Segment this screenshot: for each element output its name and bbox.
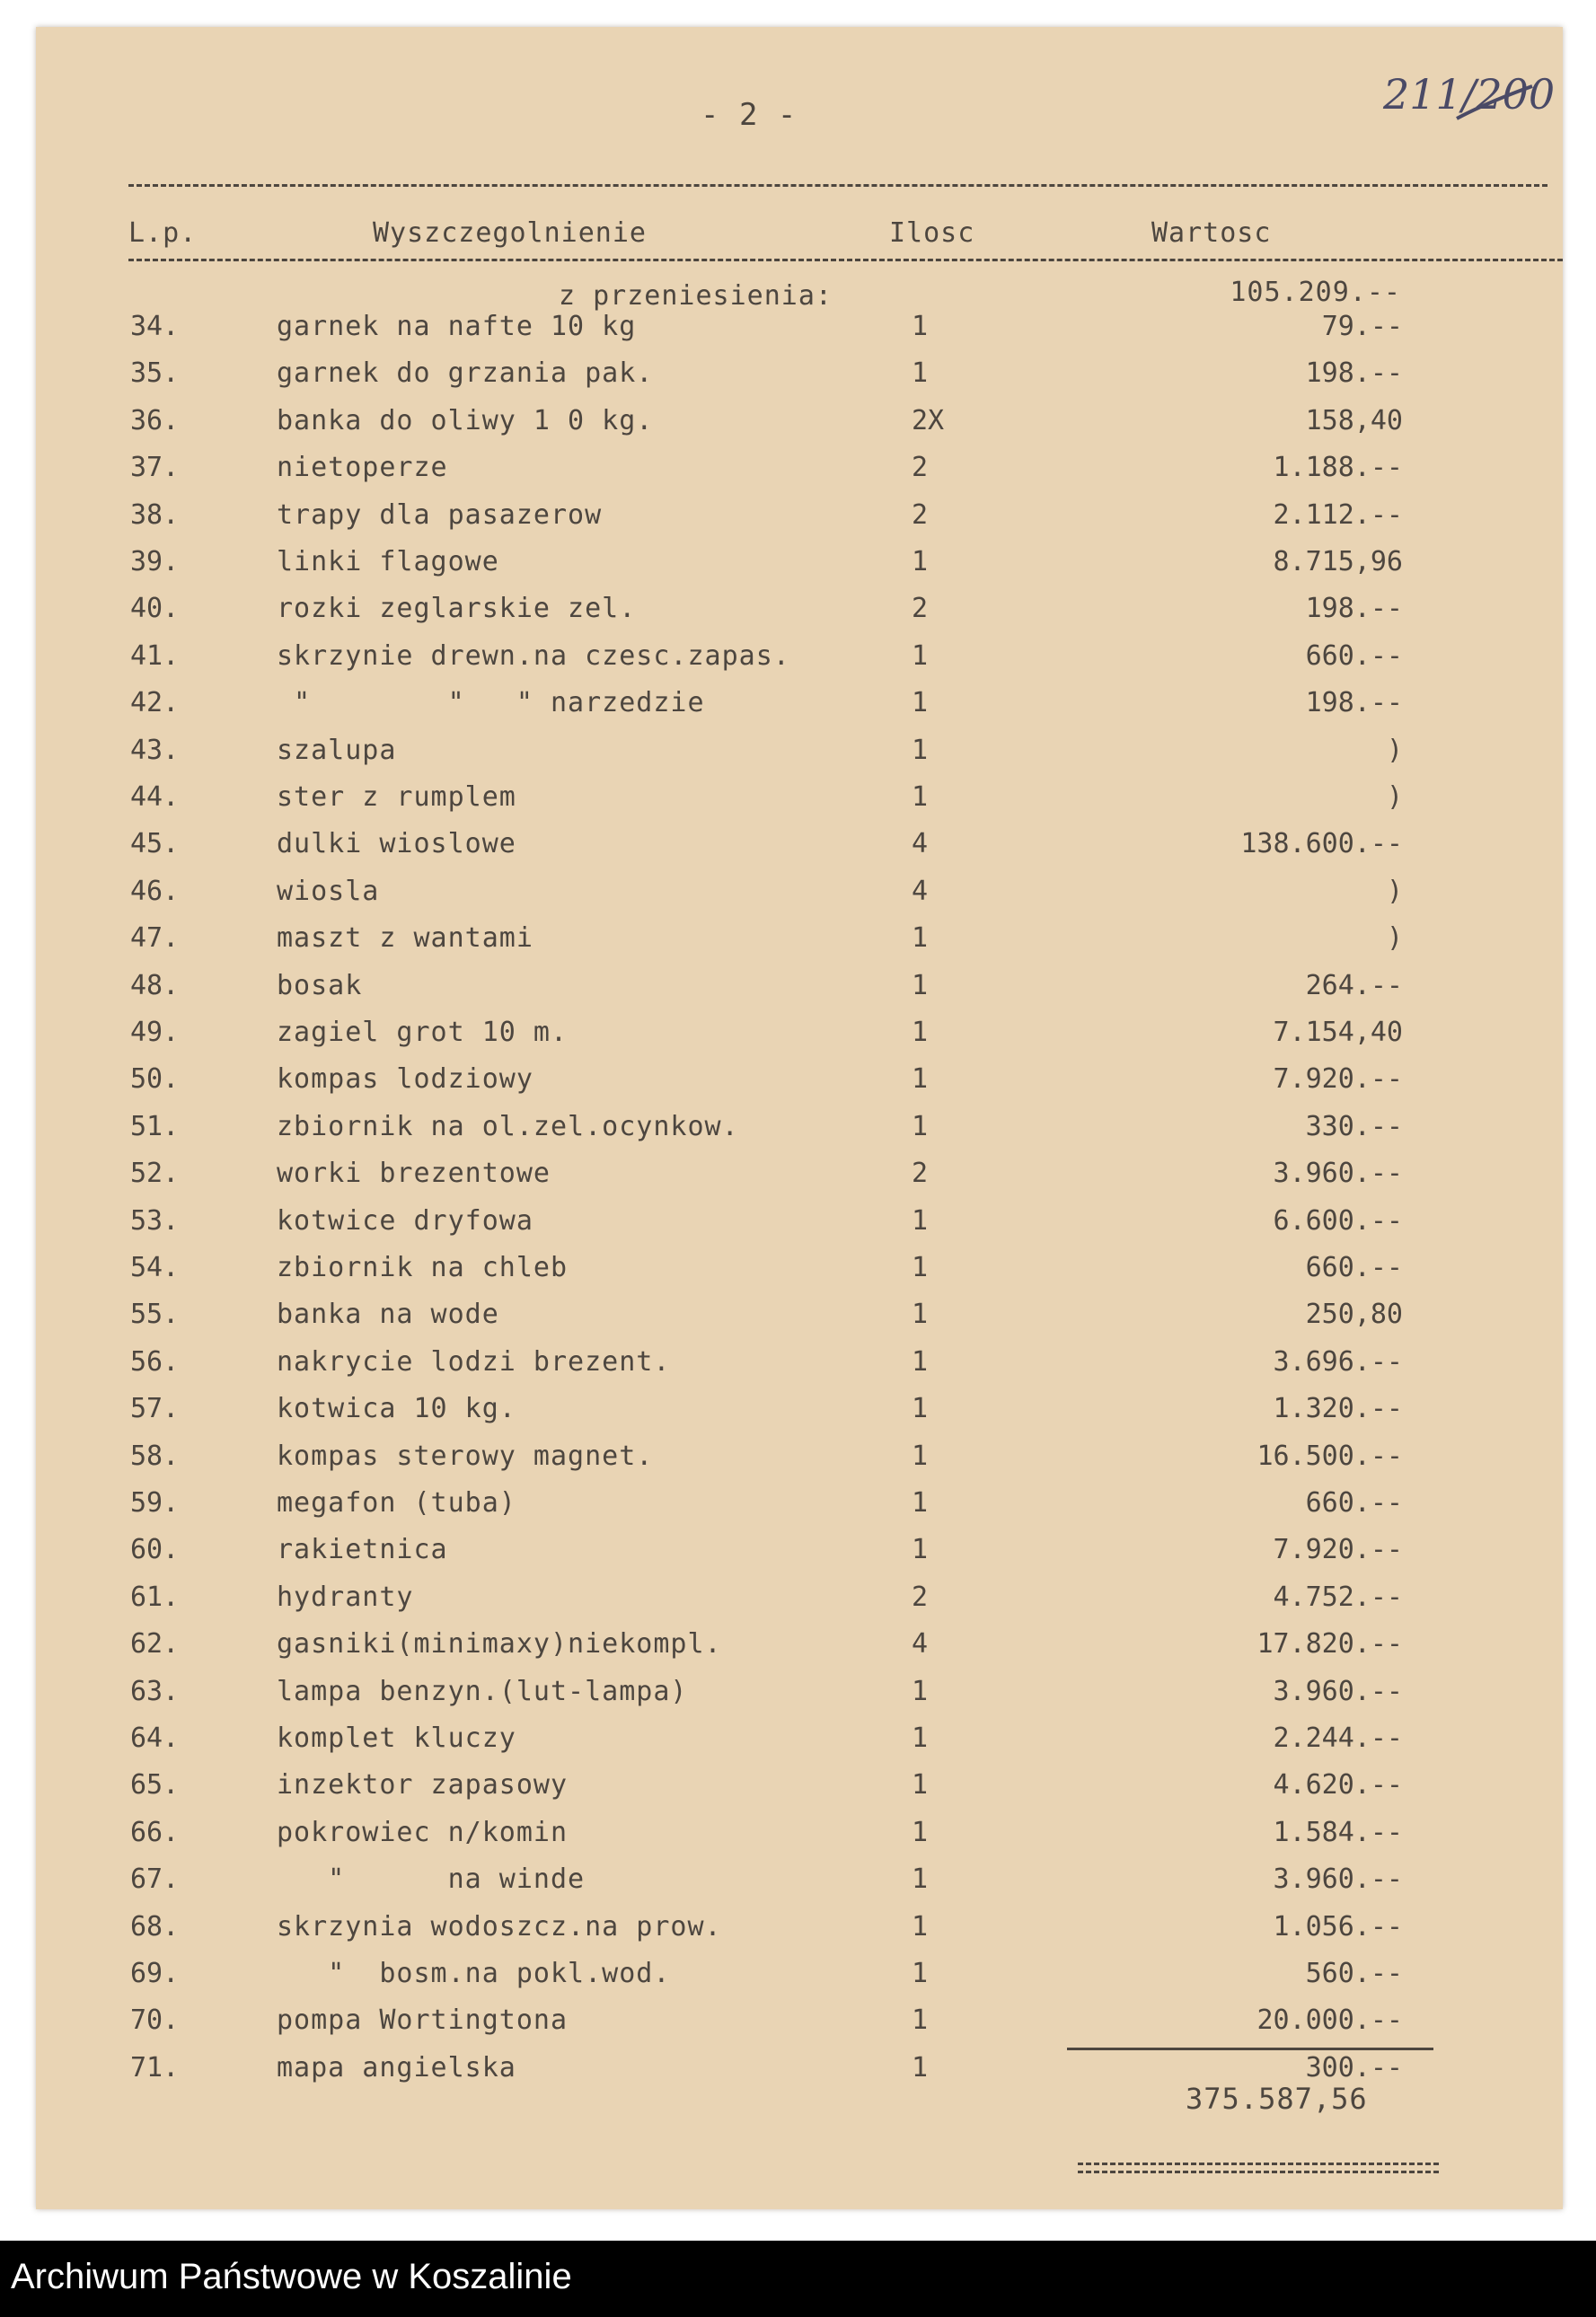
table-row	[36, 687, 1563, 734]
item-description: lampa benzyn.(lut-lampa)	[277, 1675, 688, 1707]
archive-label: Archiwum Państwowe w Koszalinie	[11, 2257, 572, 2296]
item-description: mapa angielska	[277, 2051, 516, 2084]
item-quantity: 4	[912, 1628, 929, 1661]
row-number: 57.	[130, 1393, 180, 1425]
item-value: 4.752.--	[1273, 1581, 1403, 1613]
item-value: 660.--	[1305, 639, 1403, 672]
item-description: rakietnica	[277, 1534, 448, 1566]
row-number: 50.	[130, 1063, 180, 1096]
item-quantity: 1	[912, 1863, 929, 1896]
item-value: 4.620.--	[1273, 1769, 1403, 1802]
item-quantity: 1	[912, 1440, 929, 1472]
document-page	[36, 27, 1563, 2209]
item-description: zagiel grot 10 m.	[277, 1017, 569, 1048]
item-description: skrzynie drewn.na czesc.zapas.	[277, 639, 790, 672]
row-number: 54.	[130, 1252, 180, 1283]
archive-footer-bar	[0, 2241, 1596, 2317]
row-number: 52.	[130, 1158, 180, 1190]
sum-underline	[1067, 2048, 1433, 2050]
item-description: worki brezentowe	[277, 1158, 551, 1190]
item-quantity: 1	[912, 1017, 929, 1048]
item-value: 300.--	[1305, 2051, 1403, 2084]
row-number: 45.	[130, 828, 180, 860]
row-number: 46.	[130, 875, 180, 907]
row-number: 58.	[130, 1440, 180, 1472]
item-quantity: 1	[912, 1393, 929, 1425]
item-quantity: 1	[912, 1487, 929, 1519]
item-quantity: 4	[912, 875, 929, 907]
item-quantity: 1	[912, 781, 929, 813]
row-number: 63.	[130, 1675, 180, 1707]
table-row	[36, 735, 1563, 781]
total-double-rule	[1078, 2163, 1439, 2173]
column-header-quantity: Ilosc	[889, 217, 975, 249]
item-value: 20.000.--	[1257, 2004, 1403, 2037]
table-row	[36, 970, 1563, 1017]
table-row	[36, 1722, 1563, 1769]
strikethrough-mark	[1453, 79, 1536, 129]
item-quantity: 2	[912, 498, 929, 531]
item-quantity: 1	[912, 639, 929, 672]
table-row	[36, 1911, 1563, 1958]
table-row	[36, 1063, 1563, 1110]
item-quantity: 1	[912, 2051, 929, 2084]
item-value: 3.696.--	[1273, 1345, 1403, 1378]
row-number: 69.	[130, 1958, 180, 1989]
table-row	[36, 922, 1563, 969]
item-value: 660.--	[1305, 1487, 1403, 1519]
item-description: garnek na nafte 10 kg	[277, 311, 637, 342]
item-quantity: 1	[912, 1675, 929, 1707]
item-quantity: 1	[912, 311, 929, 342]
row-number: 66.	[130, 1816, 180, 1848]
row-number: 59.	[130, 1487, 180, 1519]
table-row	[36, 1017, 1563, 1063]
item-quantity: 2X	[912, 404, 945, 436]
top-dashed-rule	[128, 184, 1548, 187]
item-description: nietoperze	[277, 452, 448, 484]
item-description: zbiornik na chleb	[277, 1252, 569, 1283]
item-quantity: 1	[912, 969, 929, 1001]
item-value: 8.715,96	[1273, 546, 1403, 577]
item-quantity: 1	[912, 2004, 929, 2037]
item-description: nakrycie lodzi brezent.	[277, 1345, 671, 1378]
item-value: 3.960.--	[1273, 1158, 1403, 1190]
row-number: 56.	[130, 1345, 180, 1378]
table-row	[36, 1252, 1563, 1299]
row-number: 51.	[130, 1110, 180, 1142]
item-value: )	[1386, 734, 1403, 766]
item-value: 3.960.--	[1273, 1863, 1403, 1896]
item-value: 7.154,40	[1273, 1017, 1403, 1048]
item-value: 158,40	[1305, 404, 1403, 436]
table-row	[36, 499, 1563, 546]
item-quantity: 1	[912, 1345, 929, 1378]
table-row	[36, 452, 1563, 498]
item-quantity: 1	[912, 687, 929, 719]
row-number: 43.	[130, 734, 180, 766]
item-description: banka na wode	[277, 1299, 499, 1331]
item-quantity: 4	[912, 828, 929, 860]
row-number: 40.	[130, 593, 180, 625]
table-row	[36, 1769, 1563, 1816]
item-quantity: 1	[912, 1299, 929, 1331]
row-number: 49.	[130, 1017, 180, 1048]
column-header-value: Wartosc	[1151, 217, 1272, 249]
item-value: 264.--	[1305, 969, 1403, 1001]
table-row	[36, 1111, 1563, 1158]
item-value: 2.244.--	[1273, 1722, 1403, 1754]
item-quantity: 1	[912, 1063, 929, 1096]
item-description: linki flagowe	[277, 546, 499, 577]
item-value: 1.188.--	[1273, 452, 1403, 484]
table-row	[36, 1158, 1563, 1204]
table-row	[36, 1487, 1563, 1534]
table-row	[36, 828, 1563, 875]
item-value: 330.--	[1305, 1110, 1403, 1142]
item-description: komplet kluczy	[277, 1722, 516, 1754]
table-row	[36, 1863, 1563, 1910]
item-quantity: 1	[912, 734, 929, 766]
row-number: 44.	[130, 781, 180, 813]
column-header-description: Wyszczegolnienie	[373, 217, 647, 249]
folio-number-text: 211/200	[1383, 70, 1556, 119]
carry-over-label: z przeniesienia:	[559, 280, 833, 312]
row-number: 62.	[130, 1628, 180, 1661]
carry-over-value: 105.209.--	[1230, 277, 1401, 308]
table-row	[36, 2004, 1563, 2051]
item-description: kompas lodziowy	[277, 1063, 533, 1096]
item-quantity: 1	[912, 1769, 929, 1802]
item-description: dulki wioslowe	[277, 828, 516, 860]
item-value: 7.920.--	[1273, 1063, 1403, 1096]
item-description: zbiornik na ol.zel.ocynkow.	[277, 1110, 739, 1142]
row-number: 55.	[130, 1299, 180, 1331]
handwritten-folio-number	[1383, 61, 1581, 142]
row-number: 65.	[130, 1769, 180, 1802]
item-quantity: 1	[912, 546, 929, 577]
item-value: 2.112.--	[1273, 498, 1403, 531]
item-value: 198.--	[1305, 593, 1403, 625]
item-value: 1.320.--	[1273, 1393, 1403, 1425]
table-row	[36, 1676, 1563, 1722]
item-description: " bosm.na pokl.wod.	[277, 1958, 671, 1989]
row-number: 64.	[130, 1722, 180, 1754]
item-quantity: 1	[912, 922, 929, 955]
table-row	[36, 405, 1563, 452]
item-value: 3.960.--	[1273, 1675, 1403, 1707]
item-quantity: 2	[912, 1581, 929, 1613]
table-row	[36, 1817, 1563, 1863]
item-quantity: 2	[912, 1158, 929, 1190]
item-value: )	[1386, 781, 1403, 813]
item-description: " " " narzedzie	[277, 687, 705, 719]
item-description: pokrowiec n/komin	[277, 1816, 569, 1848]
item-value: 1.056.--	[1273, 1910, 1403, 1943]
item-value: 660.--	[1305, 1252, 1403, 1283]
page-number: - 2 -	[701, 97, 798, 133]
row-number: 71.	[130, 2051, 180, 2084]
row-number: 67.	[130, 1863, 180, 1896]
item-quantity: 1	[912, 1204, 929, 1237]
item-value: 1.584.--	[1273, 1816, 1403, 1848]
item-description: skrzynia wodoszcz.na prow.	[277, 1910, 722, 1943]
item-quantity: 1	[912, 1534, 929, 1566]
item-quantity: 1	[912, 1910, 929, 1943]
item-description: rozki zeglarskie zel.	[277, 593, 637, 625]
table-row	[36, 640, 1563, 687]
item-description: bosak	[277, 969, 363, 1001]
item-description: maszt z wantami	[277, 922, 533, 955]
row-number: 35.	[130, 357, 180, 390]
item-description: kotwica 10 kg.	[277, 1393, 516, 1425]
item-value: 6.600.--	[1273, 1204, 1403, 1237]
item-description: megafon (tuba)	[277, 1487, 516, 1519]
row-number: 42.	[130, 687, 180, 719]
grand-total: 375.587,56	[1186, 2082, 1368, 2116]
item-description: kompas sterowy magnet.	[277, 1440, 654, 1472]
table-row	[36, 1205, 1563, 1252]
table-row	[36, 1440, 1563, 1487]
item-description: wiosla	[277, 875, 380, 907]
item-value: 7.920.--	[1273, 1534, 1403, 1566]
table-row	[36, 876, 1563, 922]
item-value: 138.600.--	[1240, 828, 1403, 860]
row-number: 37.	[130, 452, 180, 484]
item-value: 198.--	[1305, 357, 1403, 390]
item-quantity: 1	[912, 1722, 929, 1754]
item-description: hydranty	[277, 1581, 414, 1613]
row-number: 61.	[130, 1581, 180, 1613]
item-quantity: 1	[912, 1110, 929, 1142]
item-description: " na winde	[277, 1863, 586, 1896]
item-description: gasniki(minimaxy)niekompl.	[277, 1628, 722, 1661]
table-row	[36, 593, 1563, 639]
item-quantity: 1	[912, 1252, 929, 1283]
item-quantity: 1	[912, 1816, 929, 1848]
table-row	[36, 781, 1563, 828]
table-row	[36, 1581, 1563, 1628]
item-value: )	[1386, 875, 1403, 907]
row-number: 68.	[130, 1910, 180, 1943]
item-description: garnek do grzania pak.	[277, 357, 654, 390]
table-row	[36, 1534, 1563, 1581]
item-description: kotwice dryfowa	[277, 1204, 533, 1237]
item-value: 17.820.--	[1257, 1628, 1403, 1661]
table-row	[36, 1299, 1563, 1345]
row-number: 70.	[130, 2004, 180, 2037]
table-row	[36, 1628, 1563, 1675]
table-row	[36, 1346, 1563, 1393]
item-value: )	[1386, 922, 1403, 955]
row-number: 34.	[130, 311, 180, 342]
row-number: 38.	[130, 498, 180, 531]
item-description: ster z rumplem	[277, 781, 516, 813]
item-value: 198.--	[1305, 687, 1403, 719]
item-value: 250,80	[1305, 1299, 1403, 1331]
row-number: 41.	[130, 639, 180, 672]
item-description: banka do oliwy 1 0 kg.	[277, 404, 654, 436]
table-row	[36, 311, 1563, 357]
column-header-lp: L.p.	[128, 217, 198, 249]
row-number: 39.	[130, 546, 180, 577]
row-number: 47.	[130, 922, 180, 955]
item-description: trapy dla pasazerow	[277, 498, 603, 531]
table-row	[36, 546, 1563, 593]
row-number: 48.	[130, 969, 180, 1001]
item-value: 79.--	[1321, 311, 1403, 342]
row-number: 53.	[130, 1204, 180, 1237]
item-quantity: 2	[912, 452, 929, 484]
item-value: 16.500.--	[1257, 1440, 1403, 1472]
item-quantity: 1	[912, 1958, 929, 1989]
table-row	[36, 1393, 1563, 1440]
table-row	[36, 357, 1563, 404]
item-description: inzektor zapasowy	[277, 1769, 569, 1802]
row-number: 36.	[130, 404, 180, 436]
header-dashed-rule	[128, 259, 1563, 261]
item-description: szalupa	[277, 734, 397, 766]
item-quantity: 2	[912, 593, 929, 625]
item-description: pompa Wortingtona	[277, 2004, 569, 2037]
row-number: 60.	[130, 1534, 180, 1566]
item-quantity: 1	[912, 357, 929, 390]
item-value: 560.--	[1305, 1958, 1403, 1989]
table-row	[36, 1958, 1563, 2004]
